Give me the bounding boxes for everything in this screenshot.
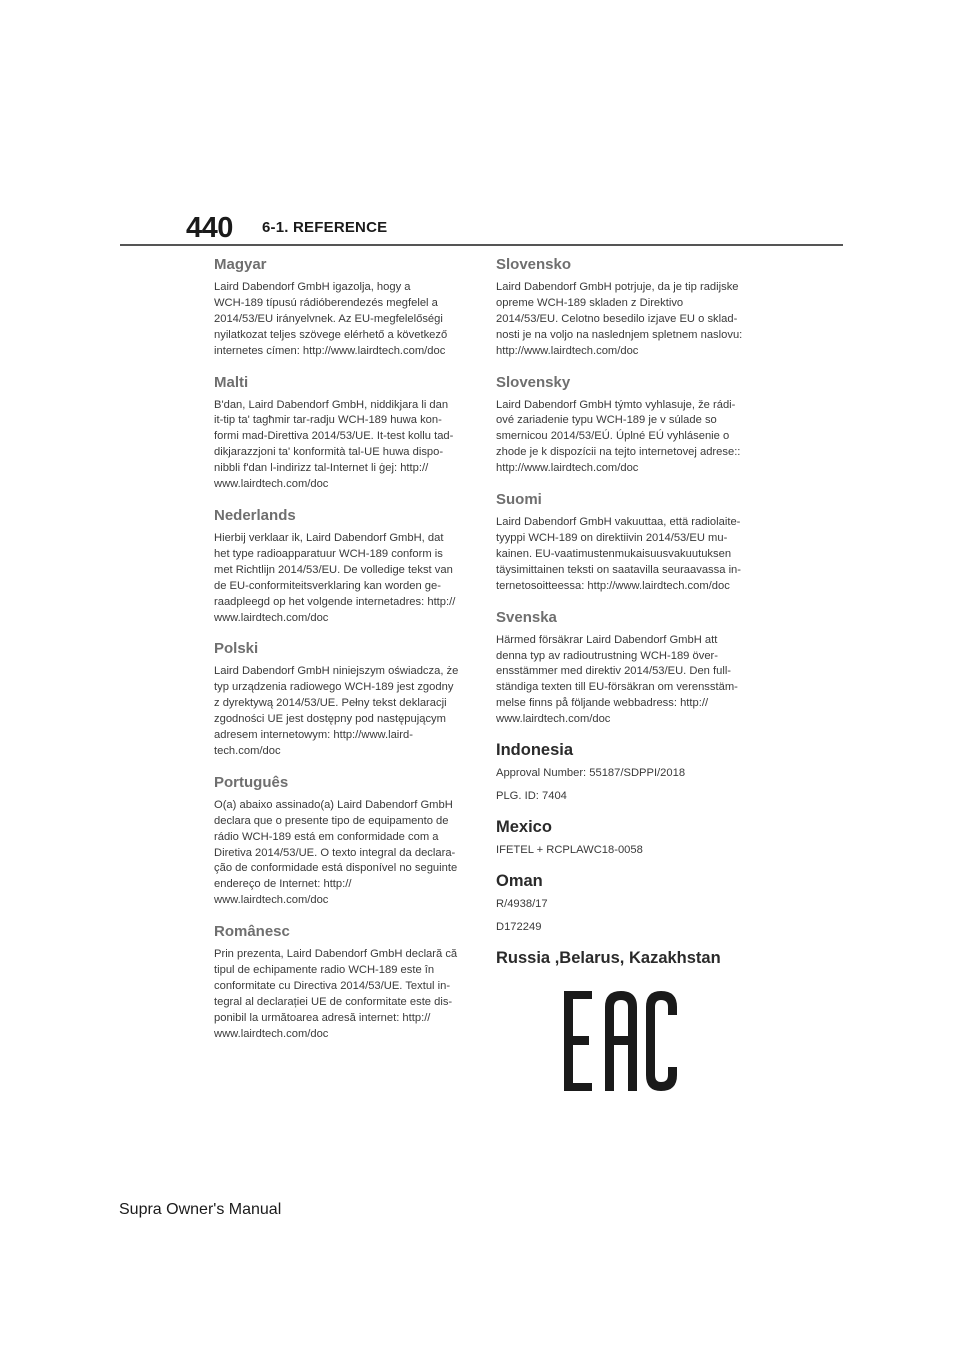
country-heading: Russia ,Belarus, Kazakhstan xyxy=(496,948,721,967)
country-heading: Mexico xyxy=(496,817,552,836)
left-column xyxy=(214,256,470,1057)
declaration-text: O(a) abaixo assinado(a) Laird Dabendorf GmbH declara que o presente tipo de equipamento de rádio WCH-189 está em conformidade com a Diretiva 2014/53/UE. O texto integral da declara- ção de conformidade está disponível no seguinte endereço de Internet: http:// www.lairdtech.com/doc xyxy=(214,798,458,907)
language-heading: Românesc xyxy=(214,923,290,941)
approval-line: IFETEL + RCPLAWC18-0058 xyxy=(496,843,643,856)
country-heading: Indonesia xyxy=(496,741,574,760)
declaration-text: Laird Dabendorf GmbH potrjuje, da je tip radijske opreme WCH-189 skladen z Direktivo 2014/53/EU. Celotno besedilo izjave EU o sklad- nosti je na voljo na naslednjem spletnem naslovu: http://www.lairdtech.com/doc xyxy=(496,281,743,357)
language-heading: Português xyxy=(214,773,289,791)
declaration-suomi xyxy=(496,491,758,595)
declaration-text: Laird Dabendorf GmbH vakuuttaa, että radiolaite- tyyppi WCH-189 on direktiivin 2014/53/EU mu- kainen. EU-vaatimustenmukaisuusvakuutuksen täysimittainen teksti on saatavilla seuraavassa in- ternetosoitteessa: http://www.lairdtech.com/doc xyxy=(496,516,741,592)
declaration-nederlands xyxy=(214,507,470,626)
approval-line: R/4938/17 xyxy=(496,897,548,910)
language-heading: Nederlands xyxy=(214,506,296,524)
language-heading: Magyar xyxy=(214,256,267,273)
declaration-text: Laird Dabendorf GmbH igazolja, hogy a WCH-189 típusú rádióberendezés megfelel a 2014/53/EU irányelvnek. Az EU-megfelelőségi nyilatkozat teljes szövege elérhető a következő internetes címen: http://www.lairdtech.com/doc xyxy=(214,281,448,357)
declaration-text: Hierbij verklaar ik, Laird Dabendorf GmbH, dat het type radioapparatuur WCH-189 conform is met Richtlijn 2014/53/EU. De volledige tekst van de EU-conformiteitsverklaring kan worden ge- raadpleegd op het volgende internetadres: http:// www.lairdtech.com/doc xyxy=(214,531,456,624)
approval-mexico xyxy=(496,819,758,859)
language-heading: Slovensky xyxy=(496,373,571,391)
declaration-svenska xyxy=(496,609,758,728)
language-heading: Suomi xyxy=(496,491,542,509)
section-title: 6-1. REFERENCE xyxy=(262,219,388,236)
language-heading: Slovensko xyxy=(496,256,572,273)
declaration-magyar xyxy=(214,256,470,360)
approval-line: D172249 xyxy=(496,920,542,933)
page-number: 440 xyxy=(186,212,233,244)
country-heading: Oman xyxy=(496,871,543,890)
language-heading: Svenska xyxy=(496,608,557,626)
declaration-text: Laird Dabendorf GmbH niniejszym oświadcza, że typ urządzenia radiowego WCH-189 jest zgodny z dyrektywą 2014/53/UE. Pełny tekst deklaracji zgodności UE jest dostępny pod następującym adresem internetowym: http://www.laird- tech.com/doc xyxy=(214,665,459,757)
language-heading: Polski xyxy=(214,640,259,658)
approval-oman xyxy=(496,873,758,936)
declaration-text: Prin prezenta, Laird Dabendorf GmbH declară că tipul de echipamente radio WCH-189 este în conformitate cu Directiva 2014/53/UE. Textul in- tegral al declarației UE de conformitate este dis- ponibil la următoarea adresă internet: http:// www.lairdtech.com/doc xyxy=(214,948,458,1040)
language-heading: Malti xyxy=(214,373,249,391)
declaration-slovensky xyxy=(496,374,758,478)
declaration-malti xyxy=(214,374,470,493)
declaration-slovensko xyxy=(496,256,758,360)
declaration-portugues xyxy=(214,774,470,909)
right-column xyxy=(496,256,758,1095)
declaration-text: Laird Dabendorf GmbH týmto vyhlasuje, že rádi- ové zariadenie typu WCH-189 je v súlade so smernicou 2014/53/EÚ. Úplné EÚ vyhlásenie o zhode je k dispozícii na tejto internetovej adrese:: http://www.lairdtech.com/doc xyxy=(496,398,741,475)
declaration-text: B'dan, Laird Dabendorf GmbH, niddikjara li dan it-tip ta' tagħmir tar-radju WCH-189 huwa kon- formi mad-Direttiva 2014/53/UE. It-test kollu tad- dikjarazzjoni ta' konformità tal-UE huwa dispo- nibbli f'dan l-indirizz tal-Internet li ġej: http:// www.lairdtech.com/doc xyxy=(214,398,454,491)
eac-certification-mark-icon xyxy=(560,987,680,1095)
approval-russia-belarus-kazakhstan xyxy=(496,950,758,967)
header-rule xyxy=(120,244,843,246)
approval-line: PLG. ID: 7404 xyxy=(496,789,567,802)
declaration-romanesc xyxy=(214,923,470,1042)
footer-title: Supra Owner's Manual xyxy=(119,1201,282,1218)
declaration-polski xyxy=(214,640,470,759)
approval-line: Approval Number: 55187/SDPPI/2018 xyxy=(496,767,686,780)
approval-indonesia xyxy=(496,742,758,805)
declaration-text: Härmed försäkrar Laird Dabendorf GmbH att denna typ av radioutrustning WCH-189 över- ensstämmer med direktiv 2014/53/EU. Den full- ständiga texten till EU-försäkran om verensstäm- melse finns på följande webbadress: http:// www.lairdtech.com/doc xyxy=(496,633,738,726)
